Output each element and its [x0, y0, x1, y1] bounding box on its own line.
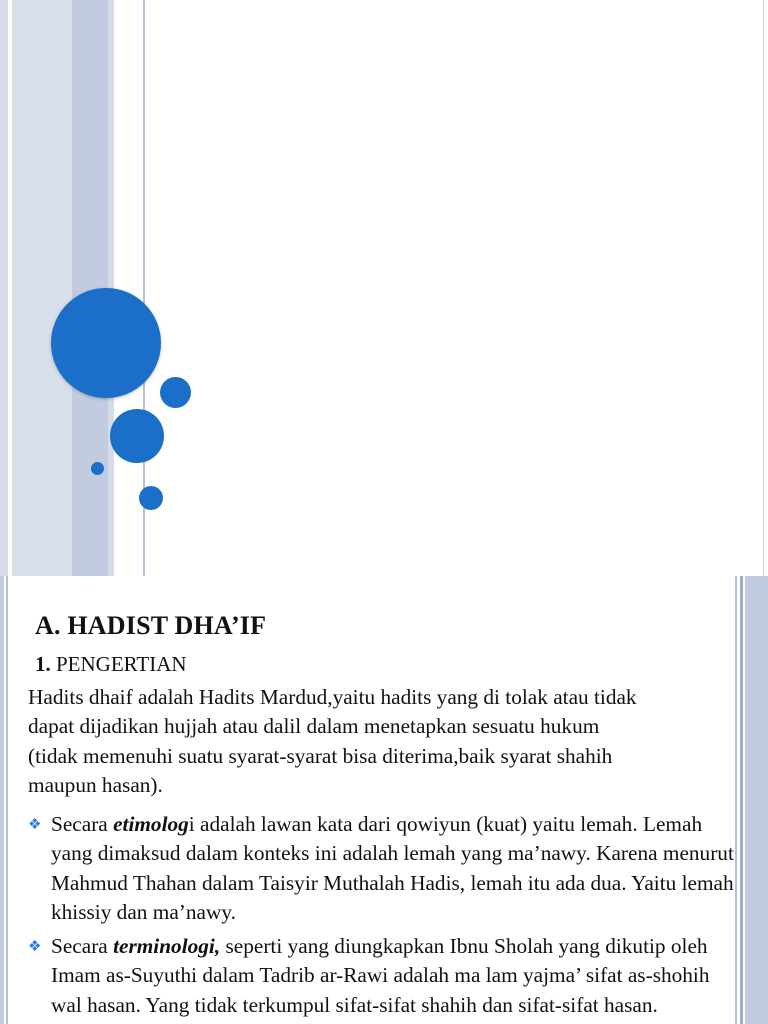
bullet-emphasis: terminologi,	[113, 934, 221, 958]
diamond-bullet-icon: ❖	[28, 817, 42, 833]
bullet-lead: Secara	[51, 812, 114, 836]
large-circle-decoration	[51, 288, 161, 398]
decorative-stripe	[740, 576, 743, 1024]
subsection-number: 1.	[35, 652, 51, 676]
subsection-heading	[35, 652, 187, 677]
decorative-stripe	[0, 0, 8, 576]
small-circle-decoration	[139, 486, 163, 510]
bullet-body: seperti yang diungkapkan Ibnu Sholah yang dikutip oleh Imam as-Suyuthi dalam Tadrib ar-Rawi adalah ma lam yajma’ sifat as-shohih wal hasan. Yang tidak terkumpul sifat-sifat shahih dan sifat-sifat hasan.	[51, 934, 710, 1017]
content-slide	[0, 576, 768, 1024]
decorative-stripe	[745, 576, 768, 1024]
bullet-body: i adalah lawan kata dari qowiyun (kuat) yaitu lemah. Lemah yang dimaksud dalam konteks ini adalah lemah yang ma’nawy. Karena menurut Mahmud Thahan dalam Taisyir Muthalah Hadis, lemah itu ada dua. Yaitu lemah khissiy dan ma’nawy.	[51, 812, 734, 925]
decorative-line	[6, 576, 8, 1024]
bullet-text	[51, 932, 734, 1020]
dot-circle-decoration	[91, 462, 104, 475]
bullet-text	[51, 810, 734, 928]
bullet-item-etimologi	[28, 810, 734, 928]
definition-paragraph: Hadits dhaif adalah Hadits Mardud,yaitu hadits yang di tolak atau tidak dapat dijadikan hujjah atau dalil dalam menetapkan sesuatu hukum (tidak memenuhi suatu syarat-syarat bisa diterima,baik syarat shahih maupun hasan).	[28, 685, 637, 798]
decorative-stripe	[12, 0, 72, 576]
medium-circle-decoration	[110, 409, 164, 463]
slide-border	[763, 0, 768, 576]
decorative-stripe	[0, 576, 4, 1024]
decorative-line	[735, 576, 737, 1024]
bullet-lead: Secara	[51, 934, 114, 958]
section-heading: A. HADIST DHA’IF	[35, 611, 267, 640]
small-circle-decoration	[160, 377, 191, 408]
diamond-bullet-icon: ❖	[28, 939, 42, 955]
subsection-title: PENGERTIAN	[50, 652, 187, 676]
bullet-item-terminologi	[28, 932, 734, 1020]
bullet-emphasis: etimolog	[113, 812, 189, 836]
